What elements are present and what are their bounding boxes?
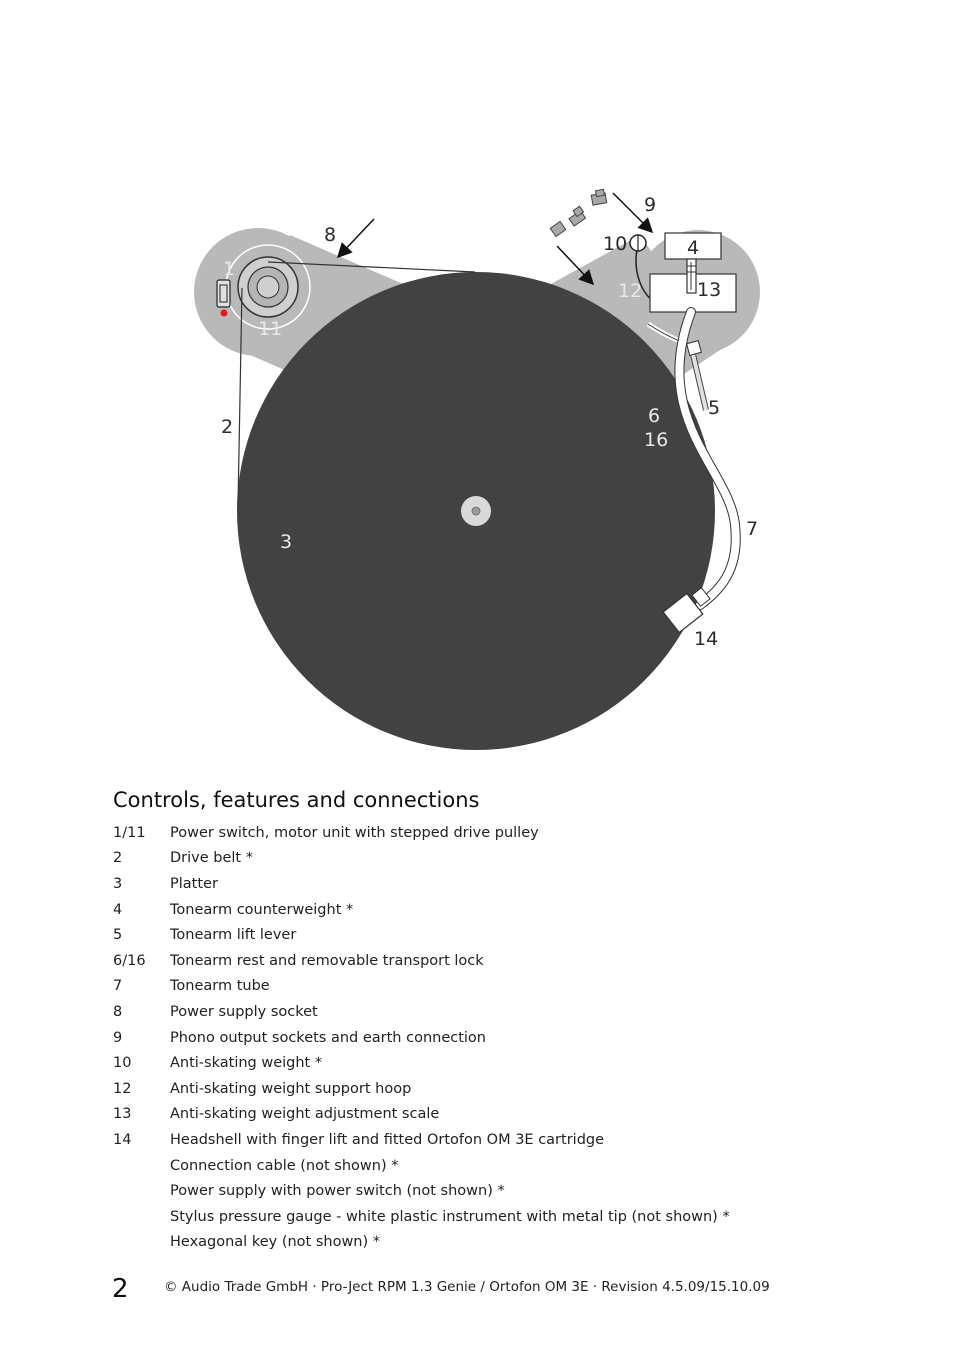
legend-number: 13 (113, 1106, 132, 1123)
power-indicator (221, 310, 228, 317)
callout-12: 12 (618, 280, 643, 302)
legend-item (113, 1153, 873, 1179)
legend-number: 1/11 (113, 824, 146, 841)
legend-item (113, 948, 873, 974)
legend-item (113, 820, 873, 846)
legend-item (113, 1102, 873, 1128)
callout-4: 4 (687, 237, 700, 259)
legend-number: 7 (113, 978, 123, 995)
callout-13: 13 (697, 279, 722, 301)
callout-7: 7 (746, 518, 759, 540)
legend-description: Phono output sockets and earth connection (170, 1029, 486, 1046)
legend-item (113, 871, 873, 897)
legend-description: Hexagonal key (not shown) * (170, 1234, 381, 1251)
legend-number: 14 (113, 1131, 132, 1148)
legend-description: Platter (170, 875, 218, 892)
legend-list (113, 820, 873, 1255)
legend-description: Power supply socket (170, 1003, 318, 1020)
legend-item (113, 922, 873, 948)
legend-description: Tonearm lift lever (170, 927, 297, 944)
spindle (472, 507, 480, 515)
legend-number: 3 (113, 875, 123, 892)
legend-item (113, 1127, 873, 1153)
legend-description: Anti-skating weight adjustment scale (170, 1106, 440, 1123)
legend-item (113, 1204, 873, 1230)
legend-item (113, 1025, 873, 1051)
legend-number: 5 (113, 927, 123, 944)
legend-description: Power switch, motor unit with stepped drive pulley (170, 824, 539, 841)
legend-number: 8 (113, 1003, 123, 1020)
legend-description: Tonearm tube (170, 978, 270, 995)
legend-description: Tonearm rest and removable transport lock (170, 952, 484, 969)
arrow-power-socket (339, 219, 374, 256)
legend-number: 12 (113, 1080, 132, 1097)
section-heading: Controls, features and connections (113, 788, 480, 812)
legend-description: Anti-skating weight * (170, 1055, 323, 1072)
legend-item (113, 974, 873, 1000)
legend-description: Tonearm counterweight * (170, 901, 354, 918)
callout-14: 14 (694, 628, 719, 650)
page-number: 2 (112, 1274, 129, 1304)
callout-8: 8 (324, 224, 337, 246)
callout-11: 11 (258, 318, 283, 340)
phono-plugs (550, 189, 607, 236)
legend-description: Drive belt * (170, 850, 253, 867)
callout-6: 6 (648, 405, 661, 427)
callout-1: 1 (223, 258, 236, 280)
legend-number: 4 (113, 901, 123, 918)
callout-10: 10 (603, 233, 628, 255)
callout-3: 3 (280, 531, 293, 553)
callout-2: 2 (221, 416, 234, 438)
legend-item (113, 1230, 873, 1256)
callout-5: 5 (708, 397, 721, 419)
legend-description: Connection cable (not shown) * (170, 1157, 399, 1174)
callout-9: 9 (644, 194, 657, 216)
legend-number: 9 (113, 1029, 123, 1046)
legend-number: 6/16 (113, 952, 146, 969)
legend-item (113, 1178, 873, 1204)
footer-copyright: © Audio Trade GmbH · Pro-Ject RPM 1.3 Genie / Ortofon OM 3E · Revision 4.5.09/15.10.09 (164, 1279, 770, 1295)
legend-item (113, 846, 873, 872)
power-switch (217, 280, 230, 307)
motor-unit (226, 245, 310, 329)
callout-16: 16 (644, 429, 669, 451)
legend-item (113, 999, 873, 1025)
legend-number: 2 (113, 850, 123, 867)
legend-item (113, 1076, 873, 1102)
legend-number: 10 (113, 1055, 132, 1072)
legend-description: Power supply with power switch (not shown) * (170, 1183, 505, 1200)
legend-item (113, 1050, 873, 1076)
legend-description: Stylus pressure gauge - white plastic instrument with metal tip (not shown) * (170, 1208, 730, 1225)
legend-description: Headshell with finger lift and fitted Ortofon OM 3E cartridge (170, 1131, 605, 1148)
legend-item (113, 897, 873, 923)
legend-description: Anti-skating weight support hoop (170, 1080, 412, 1097)
